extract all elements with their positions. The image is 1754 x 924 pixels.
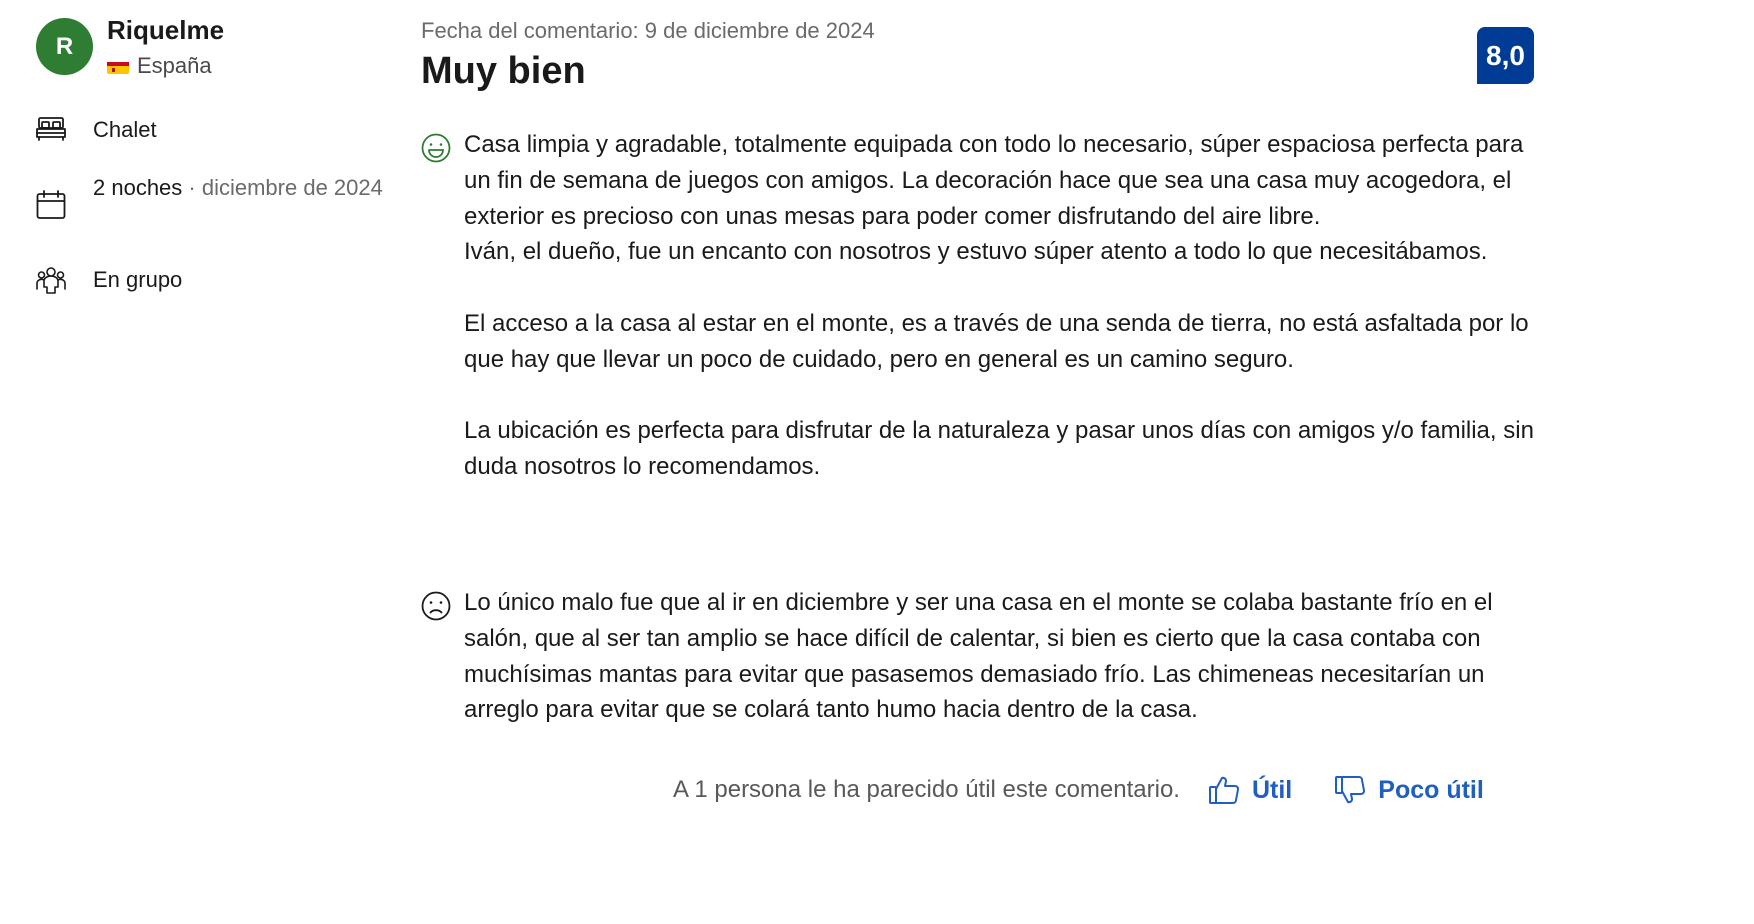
paragraph-spacer <box>464 270 1539 306</box>
review-feedback <box>673 770 1484 810</box>
reviewer-name: Riquelme <box>107 15 225 45</box>
nights-label: 2 noches <box>93 175 183 200</box>
thumbs-up-icon <box>1208 774 1240 806</box>
positive-paragraph: La ubicación es perfecta para disfrutar de la naturaleza y pasar unos días con amigos y/o familia, sin duda nosotros lo recomendamos. <box>464 417 1534 481</box>
negative-review <box>421 585 1539 728</box>
smiley-face-icon <box>421 133 451 163</box>
not-helpful-button[interactable] <box>1334 774 1484 806</box>
helpful-button[interactable] <box>1208 774 1292 806</box>
group-icon <box>36 265 66 295</box>
country-label: España <box>137 53 212 78</box>
thumbs-down-icon <box>1334 774 1366 806</box>
positive-paragraph: El acceso a la casa al estar en el monte, es a través de una senda de tierra, no está asfaltada por lo que hay que llevar un poco de cuidado, pero en general es un camino seguro. <box>464 309 1529 373</box>
bed-icon <box>36 115 66 145</box>
stay-duration-text <box>93 170 393 206</box>
negative-paragraph: Lo único malo fue que al ir en diciembre y ser una casa en el monte se colaba bastante frío en el salón, que al ser tan amplio se hace difícil de calentar, si bien es cierto que la casa contaba con muchísimas mantas para evitar que pasasemos demasiado frío. Las chimeneas necesitarían un arreglo para evitar que se colará tanto humo hacia dentro de la casa. <box>464 589 1493 724</box>
reviewer-panel <box>36 15 406 292</box>
reviewer-country <box>107 53 224 79</box>
room-type-label: Chalet <box>93 117 157 142</box>
review-date: Fecha del comentario: 9 de diciembre de 2024 <box>421 18 875 43</box>
avatar: R <box>36 18 93 75</box>
reviewer-header <box>36 15 406 79</box>
stay-duration <box>36 175 383 220</box>
separator: · <box>182 175 202 200</box>
positive-review <box>421 127 1539 485</box>
reviewer-info <box>107 15 225 79</box>
score-badge: 8,0 <box>1477 27 1534 84</box>
negative-text <box>464 585 1539 728</box>
traveler-type-label: En grupo <box>93 267 183 292</box>
positive-paragraph: Casa limpia y agradable, totalmente equipada con todo lo necesario, súper espaciosa perfecta para un fin de semana de juegos con amigos. La decoración hace que sea una casa muy acogedora, el exterior es precioso con unas mesas para poder comer disfrutando del aire libre. <box>464 131 1524 230</box>
review-title: Muy bien <box>421 50 586 92</box>
calendar-icon <box>36 190 66 220</box>
traveler-type <box>36 265 183 295</box>
positive-text <box>464 127 1539 485</box>
stay-month: diciembre de 2024 <box>201 175 383 200</box>
sad-face-icon <box>421 591 451 621</box>
positive-paragraph: Iván, el dueño, fue un encanto con nosotros y estuvo súper atento a todo lo que necesitábamos. <box>464 238 1488 266</box>
stay-room-type <box>36 115 157 145</box>
spain-flag-icon <box>107 58 129 74</box>
paragraph-spacer <box>464 378 1539 414</box>
not-helpful-label: Poco útil <box>1378 775 1484 804</box>
helpful-label: Útil <box>1251 775 1293 804</box>
helpful-count-text: A 1 persona le ha parecido útil este comentario. <box>673 776 1180 803</box>
